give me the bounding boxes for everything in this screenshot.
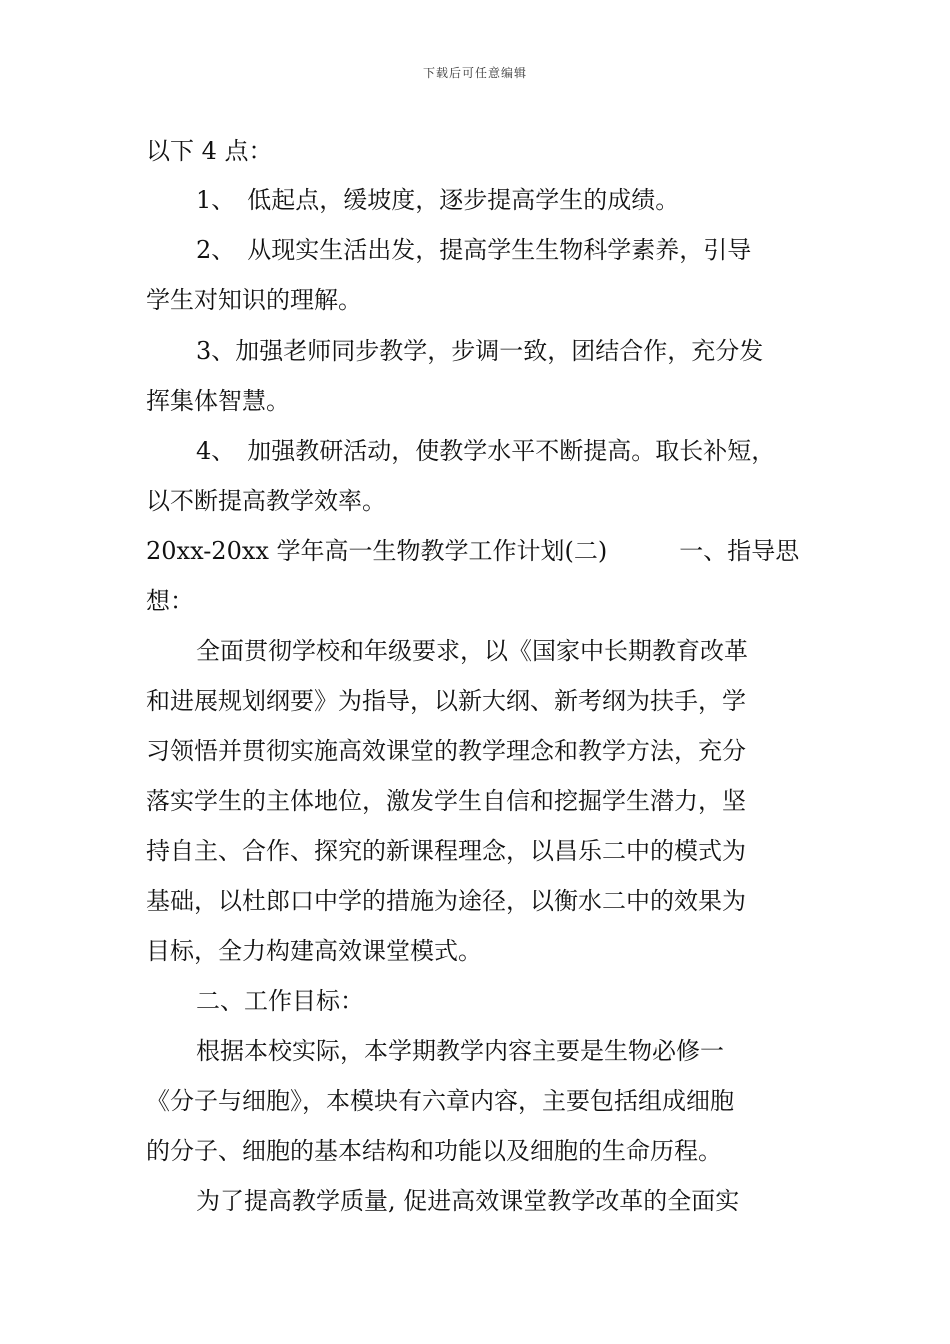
text-line: 学生对知识的理解。	[146, 286, 362, 314]
text-line: 挥集体智慧。	[146, 387, 290, 415]
text-line: 想：	[146, 587, 194, 615]
text-line: 为了提高教学质量, 促进高效课堂教学改革的全面实	[196, 1187, 740, 1215]
text-line: 《分子与细胞》，本模块有六章内容，主要包括组成细胞	[146, 1087, 734, 1115]
section-heading-line: 二、工作目标：	[196, 987, 364, 1015]
page-header: 下载后可任意编辑	[422, 66, 527, 80]
text-line: 2、 从现实生活出发，提高学生生物科学素养，引导	[196, 236, 752, 264]
text-line: 的分子、细胞的基本结构和功能以及细胞的生命历程。	[146, 1137, 722, 1165]
text-line: 3、加强老师同步教学，步调一致，团结合作，充分发	[196, 337, 764, 365]
text-line: 落实学生的主体地位，激发学生自信和挖掘学生潜力，坚	[146, 787, 746, 815]
section-heading-line: 20xx-20xx 学年高一生物教学工作计划(二) 一、指导思	[146, 537, 800, 565]
text-line: 全面贯彻学校和年级要求，以《国家中长期教育改革	[196, 637, 748, 665]
text-line: 持自主、合作、探究的新课程理念，以昌乐二中的模式为	[146, 837, 746, 865]
text-line: 目标，全力构建高效课堂模式。	[146, 937, 482, 965]
text-line: 1、 低起点，缓坡度，逐步提高学生的成绩。	[196, 186, 680, 214]
text-line: 以下 4 点：	[146, 137, 273, 165]
text-line: 4、 加强教研活动，使教学水平不断提高。取长补短，	[196, 437, 776, 465]
text-line: 基础，以杜郎口中学的措施为途径，以衡水二中的效果为	[146, 887, 746, 915]
text-line: 以不断提高教学效率。	[146, 487, 386, 515]
text-line: 和进展规划纲要》为指导，以新大纲、新考纲为扶手，学	[146, 687, 746, 715]
text-line: 根据本校实际，本学期教学内容主要是生物必修一	[196, 1037, 724, 1065]
text-line: 习领悟并贯彻实施高效课堂的教学理念和教学方法，充分	[146, 737, 746, 765]
